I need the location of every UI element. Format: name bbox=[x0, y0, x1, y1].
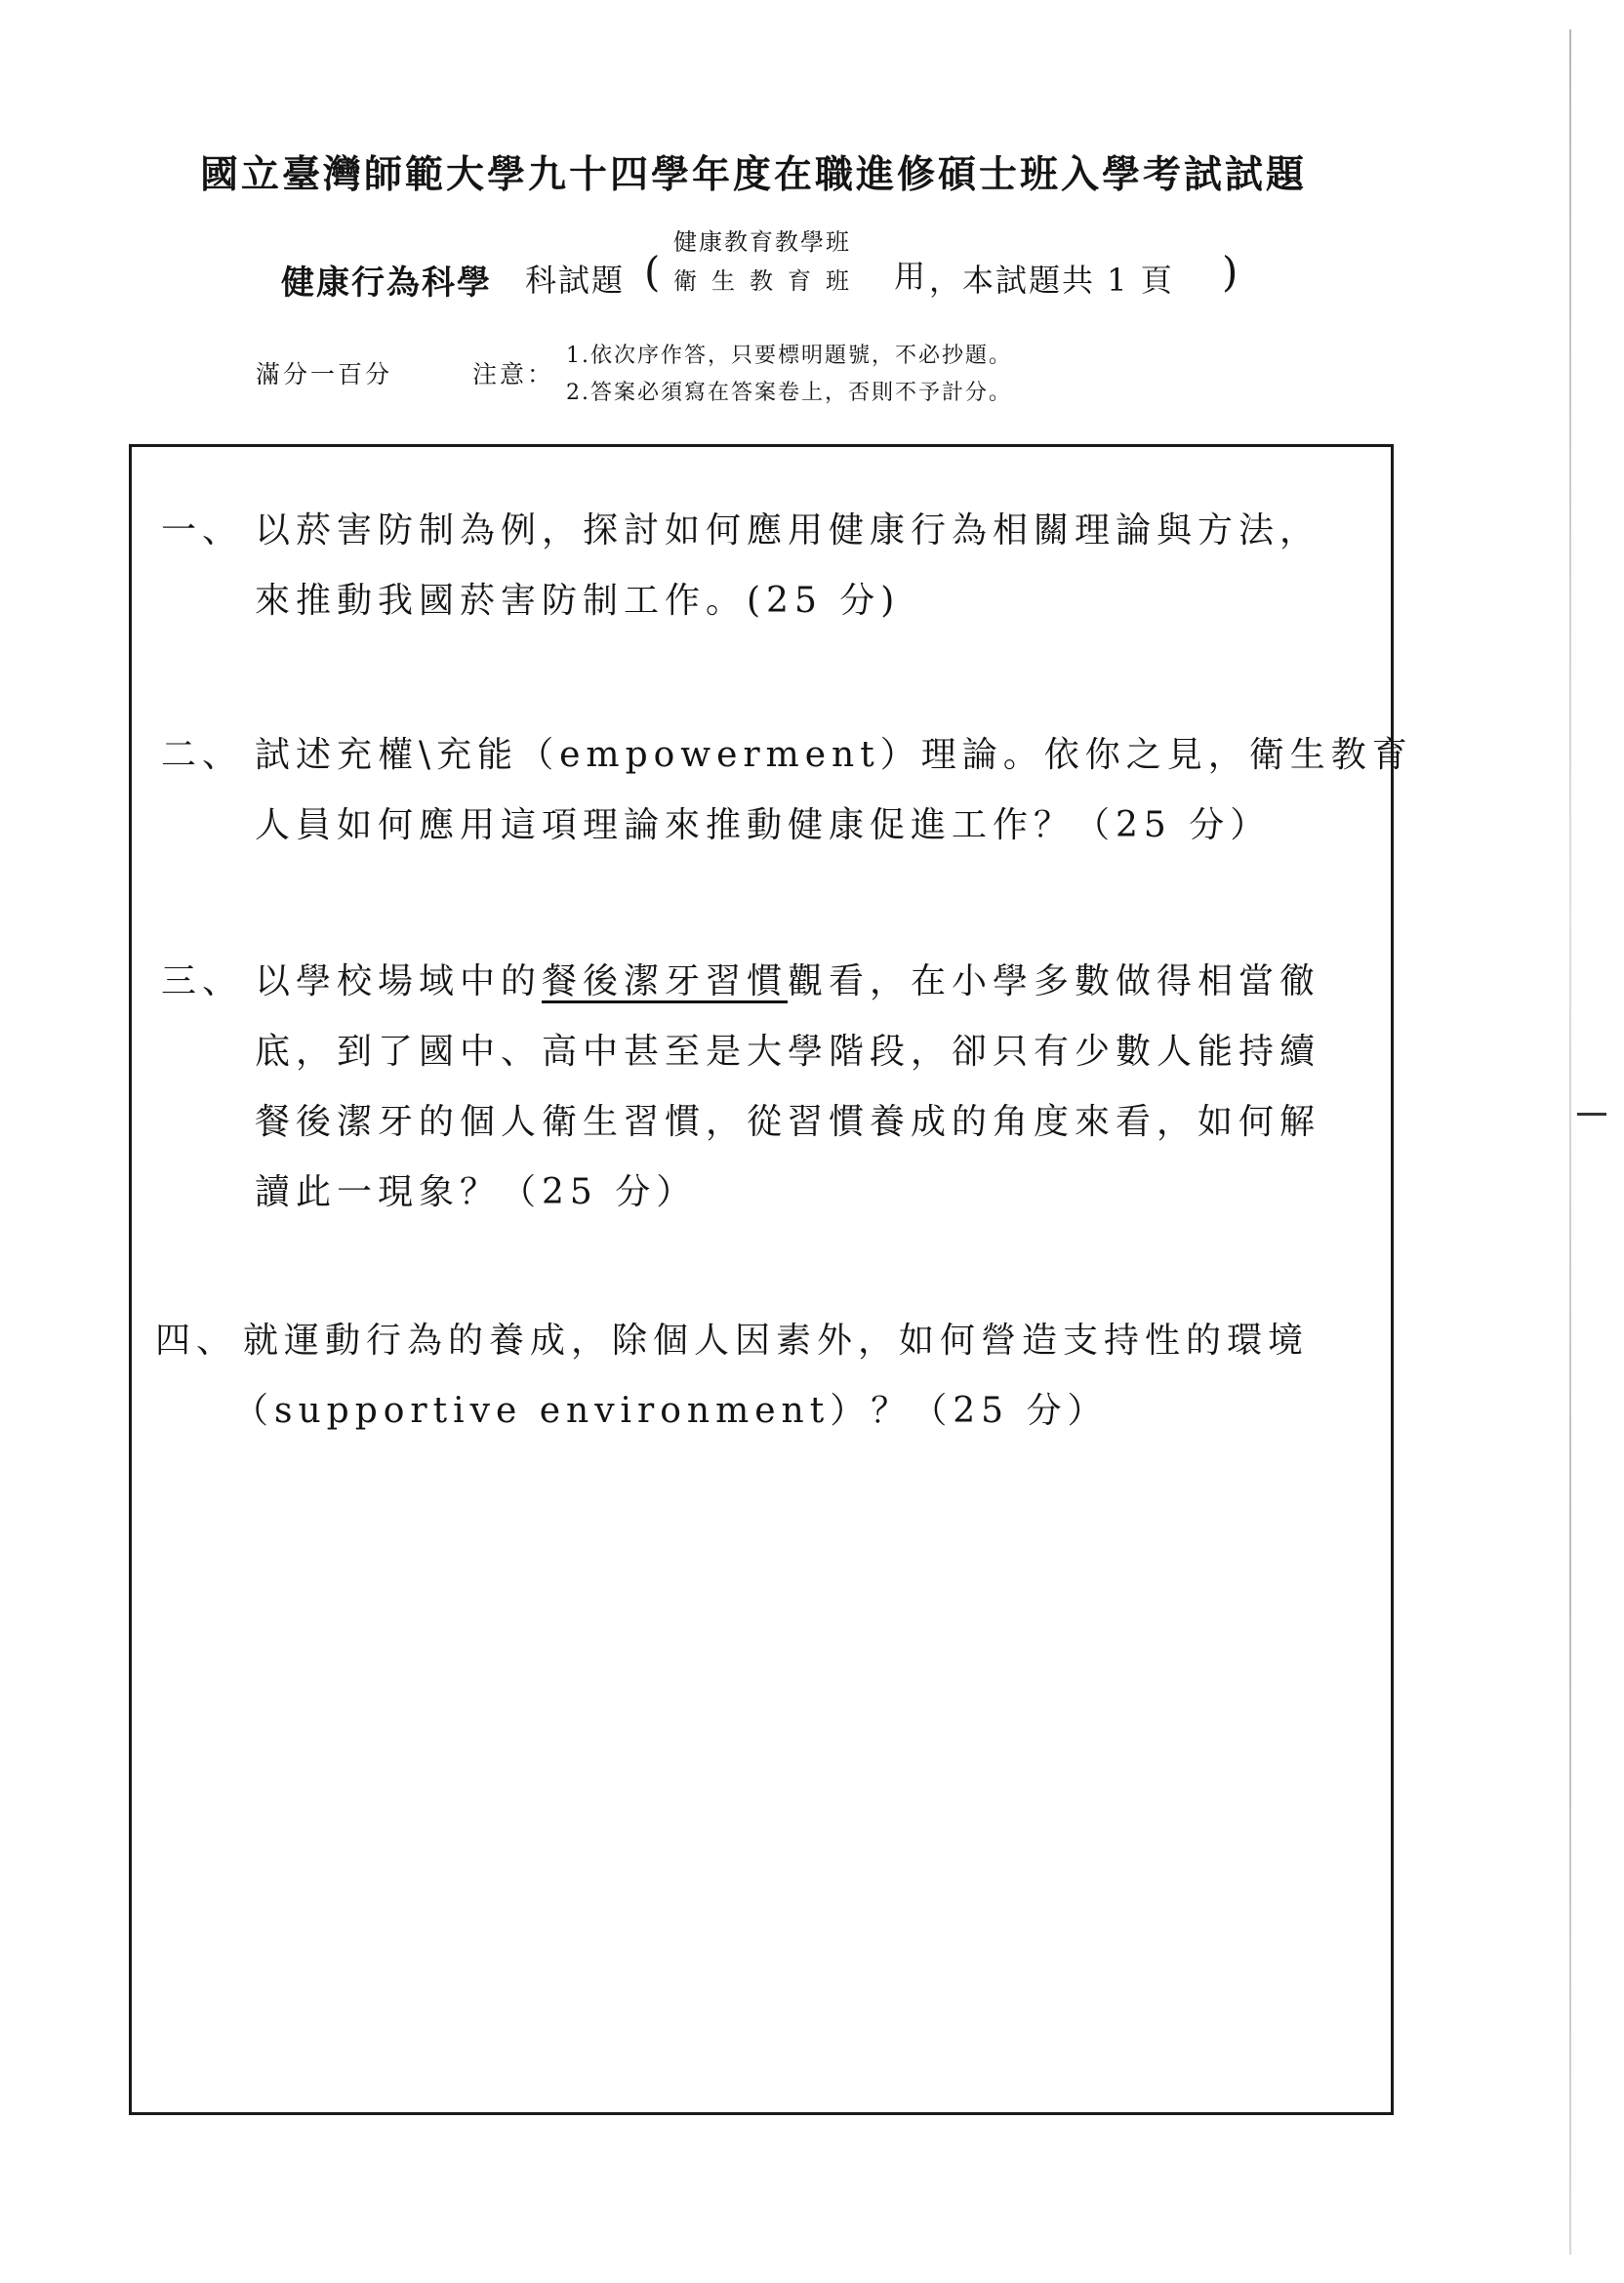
subject-name: 健康行為科學 bbox=[281, 264, 492, 303]
note-item: 1.依次序作答，只要標明題號，不必抄題。 bbox=[566, 344, 1012, 368]
paren-open: ( bbox=[644, 248, 661, 296]
question-line: 餐後潔牙的個人衛生習慣，從習慣養成的角度來看，如何解 bbox=[255, 1102, 1321, 1142]
exam-title: 國立臺灣師範大學九十四學年度在職進修碩士班入學考試試題 bbox=[200, 152, 1308, 197]
text-segment: 觀看，在小學多數做得相當徹 bbox=[788, 961, 1321, 1001]
question-line: （supportive environment）？（25 分） bbox=[233, 1391, 1109, 1431]
question-text bbox=[255, 496, 1391, 636]
question-line: 來推動我國菸害防制工作。(25 分) bbox=[255, 581, 901, 621]
question-line: 底，到了國中、高中甚至是大學階段，卻只有少數人能持續 bbox=[255, 1032, 1321, 1072]
question-box bbox=[129, 444, 1413, 2115]
question-line: 讀此一現象？（25 分） bbox=[255, 1172, 698, 1212]
class-health-education-teaching: 健康教育教學班 bbox=[673, 228, 851, 256]
full-score: 滿分一百分 bbox=[256, 360, 393, 388]
question-text bbox=[233, 1306, 1385, 1447]
underlined-term: 餐後潔牙習慣 bbox=[542, 961, 789, 1001]
note-item: 2.答案必須寫在答案卷上，否則不予計分。 bbox=[566, 381, 1012, 405]
question-3 bbox=[161, 947, 1391, 1228]
used-label: 用 bbox=[894, 258, 928, 295]
page-count: ，本試題共 1 頁 bbox=[929, 262, 1174, 299]
question-number: 二、 bbox=[161, 735, 244, 775]
question-number: 三、 bbox=[161, 961, 244, 1001]
class-hygiene-education: 衛生教育班 bbox=[673, 267, 864, 295]
scan-edge-line bbox=[1569, 29, 1571, 2255]
exam-notes bbox=[256, 338, 1232, 416]
note-label: 注意： bbox=[472, 360, 555, 388]
question-2 bbox=[161, 720, 1413, 861]
class-list bbox=[673, 223, 864, 301]
question-4 bbox=[155, 1306, 1385, 1447]
note-list bbox=[566, 338, 1012, 412]
question-line: 以菸害防制為例，探討如何應用健康行為相關理論與方法， bbox=[255, 510, 1321, 550]
question-line bbox=[255, 947, 1391, 1017]
question-number: 一、 bbox=[161, 510, 244, 550]
subject-suffix: 科試題 bbox=[525, 262, 626, 299]
question-1 bbox=[161, 496, 1391, 636]
scan-edge-mark bbox=[1577, 1113, 1606, 1116]
question-line: 試述充權\充能（empowerment）理論。依你之見，衛生教育 bbox=[255, 735, 1413, 775]
question-line: 就運動行為的養成，除個人因素外，如何營造支持性的環境 bbox=[243, 1321, 1310, 1361]
question-number: 四、 bbox=[155, 1321, 238, 1361]
subject-line bbox=[281, 223, 1257, 310]
question-text bbox=[255, 720, 1413, 861]
text-segment: 以學校場域中的 bbox=[255, 961, 543, 1001]
question-text bbox=[255, 947, 1391, 1228]
question-line: 人員如何應用這項理論來推動健康促進工作？（25 分） bbox=[255, 805, 1272, 845]
paren-close: ) bbox=[1222, 248, 1238, 296]
